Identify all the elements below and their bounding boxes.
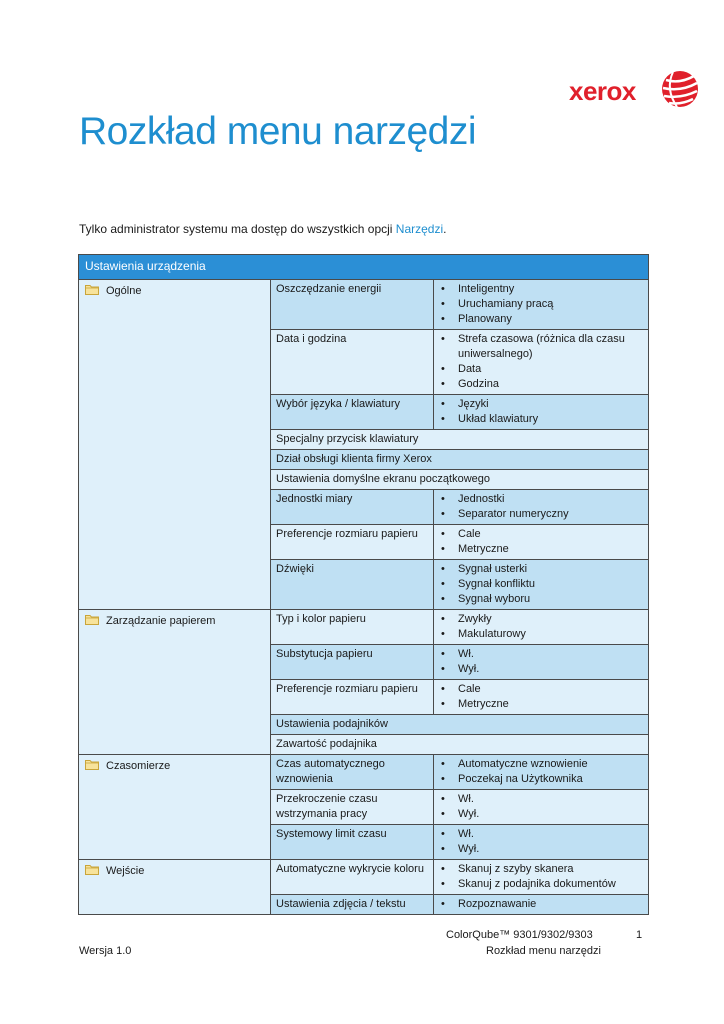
options-cell [434,280,649,330]
category-cell [79,755,271,860]
footer-version: Wersja 1.0 [79,945,132,957]
option-item: • Sygnał konfliktu [439,577,643,592]
options-cell [434,330,649,395]
option-item: • Sygnał usterki [439,562,643,577]
option-item: • Uruchamiany pracą [439,297,643,312]
setting-cell: Substytucja papieru [271,645,434,680]
option-item: • Rozpoznawanie [439,897,643,912]
options-list [439,332,643,392]
option-item: • Cale [439,682,643,697]
table-row [79,610,649,645]
options-cell [434,610,649,645]
page-title: Rozkład menu narzędzi [79,110,477,153]
options-cell [434,790,649,825]
menu-body [79,280,649,915]
tools-link[interactable]: Narzędzi [395,222,444,236]
setting-cell: Dział obsługi klienta firmy Xerox [271,450,649,470]
options-cell [434,895,649,915]
options-cell [434,525,649,560]
option-item: • Wył. [439,842,643,857]
setting-cell: Ustawienia zdjęcia / tekstu [271,895,434,915]
options-list [439,647,643,677]
options-list [439,397,643,427]
option-item: • Automatyczne wznowienie [439,757,643,772]
option-item: • Zwykły [439,612,643,627]
setting-cell: Specjalny przycisk klawiatury [271,430,649,450]
option-item: • Języki [439,397,643,412]
xerox-logo [569,70,701,112]
setting-cell: Czas automatycznego wznowienia [271,755,434,790]
setting-cell: Ustawienia domyślne ekranu początkowego [271,470,649,490]
menu-table [78,254,649,915]
table-row [79,280,649,330]
setting-cell: Preferencje rozmiaru papieru [271,525,434,560]
option-item: • Separator numeryczny [439,507,643,522]
folder-icon [85,864,99,875]
category-cell [79,280,271,610]
setting-cell: Przekroczenie czasu wstrzymania pracy [271,790,434,825]
option-item: • Sygnał wyboru [439,592,643,607]
setting-cell: Preferencje rozmiaru papieru [271,680,434,715]
option-item: • Skanuj z podajnika dokumentów [439,877,643,892]
options-cell [434,395,649,430]
options-cell [434,860,649,895]
setting-cell: Oszczędzanie energii [271,280,434,330]
option-item: • Wył. [439,807,643,822]
options-cell [434,680,649,715]
option-item: • Wł. [439,827,643,842]
category-cell [79,610,271,755]
setting-cell: Wybór języka / klawiatury [271,395,434,430]
option-item: • Metryczne [439,697,643,712]
page-number: 1 [636,929,643,941]
option-item: • Metryczne [439,542,643,557]
xerox-globe-icon [661,70,699,108]
options-list [439,562,643,607]
category-label: Czasomierze [106,760,171,772]
options-list [439,757,643,787]
options-cell [434,560,649,610]
options-list [439,827,643,857]
setting-cell: Zawartość podajnika [271,735,649,755]
option-item: • Wł. [439,647,643,662]
footer-doc-title: Rozkład menu narzędzi [486,945,601,957]
setting-cell: Dźwięki [271,560,434,610]
setting-cell: Systemowy limit czasu [271,825,434,860]
folder-icon [85,284,99,295]
setting-cell: Data i godzina [271,330,434,395]
options-list [439,492,643,522]
options-cell [434,645,649,680]
logo-wordmark: xerox [569,76,636,106]
option-item: • Układ klawiatury [439,412,643,427]
option-item: • Makulaturowy [439,627,643,642]
table-header: Ustawienia urządzenia [79,255,649,280]
option-item: • Wył. [439,662,643,677]
option-item: • Inteligentny [439,282,643,297]
options-list [439,682,643,712]
option-item: • Skanuj z szyby skanera [439,862,643,877]
options-list [439,612,643,642]
intro-suffix: . [443,222,447,236]
option-item: • Cale [439,527,643,542]
option-item: • Strefa czasowa (różnica dla czasu uniwersalnego) [439,332,643,362]
setting-cell: Typ i kolor papieru [271,610,434,645]
category-label: Wejście [106,865,145,877]
options-list [439,897,643,912]
options-list [439,282,643,327]
option-item: • Godzina [439,377,643,392]
setting-cell: Jednostki miary [271,490,434,525]
footer-product: ColorQube™ 9301/9302/9303 [446,929,593,941]
intro-body: Tylko administrator systemu ma dostęp do wszystkich opcji [79,222,396,236]
options-cell [434,825,649,860]
category-cell [79,860,271,915]
table-row [79,860,649,895]
table-row [79,755,649,790]
option-item: • Jednostki [439,492,643,507]
options-cell [434,755,649,790]
options-list [439,792,643,822]
option-item: • Poczekaj na Użytkownika [439,772,643,787]
option-item: • Planowany [439,312,643,327]
intro-text [79,222,446,236]
setting-cell: Automatyczne wykrycie koloru [271,860,434,895]
category-label: Ogólne [106,285,142,297]
option-item: • Data [439,362,643,377]
options-list [439,527,643,557]
folder-icon [85,614,99,625]
options-list [439,862,643,892]
setting-cell: Ustawienia podajników [271,715,649,735]
category-label: Zarządzanie papierem [106,615,216,627]
folder-icon [85,759,99,770]
option-item: • Wł. [439,792,643,807]
options-cell [434,490,649,525]
